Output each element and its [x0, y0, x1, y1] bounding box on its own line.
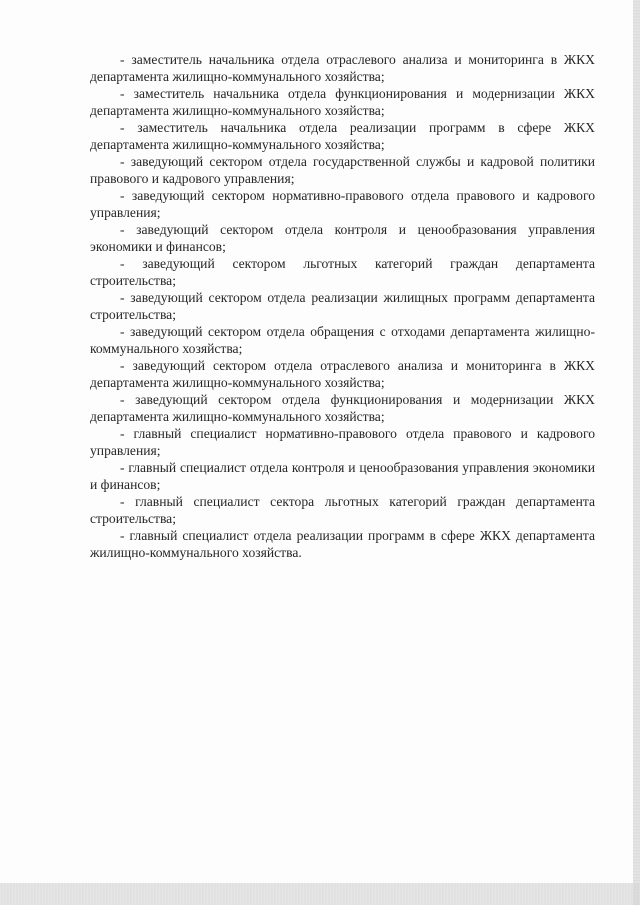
- list-item: - главный специалист отдела контроля и ценообразования управления экономики и финансов;: [90, 460, 595, 492]
- list-item: - заведующий сектором льготных категорий граждан департамента строительства;: [90, 256, 595, 288]
- list-item: - заведующий сектором отдела отраслевого анализа и мониторинга в ЖКХ департамента жилищно-коммунального хозяйства;: [90, 358, 595, 390]
- scan-edge-right: [633, 0, 640, 905]
- scan-edge-bottom: [0, 883, 640, 905]
- list-item: - главный специалист нормативно-правового отдела правового и кадрового управления;: [90, 426, 595, 458]
- list-item: - заведующий сектором отдела реализации жилищных программ департамента строительства;: [90, 290, 595, 322]
- list-item: - заведующий сектором отдела государственной службы и кадровой политики правового и кадрового управления;: [90, 154, 595, 186]
- list-item: - главный специалист сектора льготных категорий граждан департамента строительства;: [90, 494, 595, 526]
- position-list: [90, 51, 595, 561]
- list-item: - заместитель начальника отдела отраслевого анализа и мониторинга в ЖКХ департамента жилищно-коммунального хозяйства;: [90, 52, 595, 84]
- list-item: - главный специалист отдела реализации программ в сфере ЖКХ департамента жилищно-коммунального хозяйства.: [90, 528, 595, 560]
- list-item: - заведующий сектором нормативно-правового отдела правового и кадрового управления;: [90, 188, 595, 220]
- list-item: - заместитель начальника отдела реализации программ в сфере ЖКХ департамента жилищно-коммунального хозяйства;: [90, 120, 595, 152]
- list-item: - заведующий сектором отдела обращения с отходами департамента жилищно-коммунального хозяйства;: [90, 324, 595, 356]
- list-item: - заместитель начальника отдела функционирования и модернизации ЖКХ департамента жилищно-коммунального хозяйства;: [90, 86, 595, 118]
- list-item: - заведующий сектором отдела контроля и ценообразования управления экономики и финансов;: [90, 222, 595, 254]
- list-item: - заведующий сектором отдела функционирования и модернизации ЖКХ департамента жилищно-коммунального хозяйства;: [90, 392, 595, 424]
